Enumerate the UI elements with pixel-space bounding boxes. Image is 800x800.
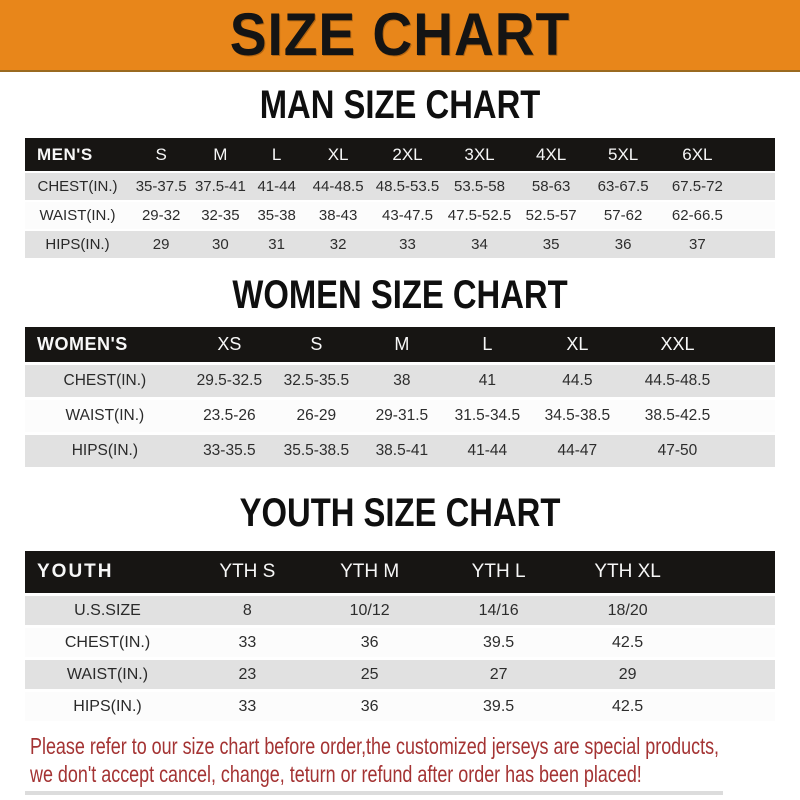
women-column-header: L <box>445 327 530 362</box>
youth-chest-row <box>25 628 775 657</box>
women-column-header: XXL <box>625 327 730 362</box>
cell-filler <box>692 692 775 721</box>
size-cell: 23.5-26 <box>185 400 274 432</box>
row-label: CHEST(IN.) <box>25 173 130 200</box>
youth-hips-row <box>25 692 775 721</box>
size-cell: 37.5-41 <box>192 173 248 200</box>
size-cell: 53.5-58 <box>443 173 515 200</box>
size-cell: 38.5-42.5 <box>625 400 730 432</box>
cell-filler <box>692 596 775 625</box>
row-label: WAIST(IN.) <box>25 202 130 229</box>
row-label: HIPS(IN.) <box>25 231 130 258</box>
men-table-label: MEN'S <box>25 138 130 171</box>
size-cell: 35-38 <box>249 202 305 229</box>
cell-filler <box>730 365 775 397</box>
size-cell: 8 <box>190 596 305 625</box>
header-filler <box>735 138 775 171</box>
youth-waist-row <box>25 660 775 689</box>
men-column-header: 2XL <box>371 138 443 171</box>
size-cell: 37 <box>659 231 735 258</box>
size-cell: 44-48.5 <box>305 173 372 200</box>
men-waist-row <box>25 202 775 229</box>
men-header-row <box>25 138 775 171</box>
women-hips-row <box>25 435 775 467</box>
women-size-table <box>25 324 775 470</box>
row-label: WAIST(IN.) <box>25 400 185 432</box>
cell-filler <box>735 173 775 200</box>
size-cell: 57-62 <box>587 202 660 229</box>
size-cell: 29 <box>130 231 192 258</box>
size-cell: 41-44 <box>445 435 530 467</box>
size-cell: 18/20 <box>563 596 693 625</box>
cell-filler <box>692 628 775 657</box>
size-cell: 29-31.5 <box>359 400 445 432</box>
size-cell: 47-50 <box>625 435 730 467</box>
youth-column-header: YTH XL <box>563 551 693 593</box>
size-cell: 36 <box>587 231 660 258</box>
size-cell: 44.5-48.5 <box>625 365 730 397</box>
row-label: HIPS(IN.) <box>25 435 185 467</box>
women-column-header: M <box>359 327 445 362</box>
size-cell: 36 <box>305 692 435 721</box>
size-cell: 43-47.5 <box>371 202 443 229</box>
women-section-heading: WOMEN SIZE CHART <box>232 273 568 317</box>
row-label: WAIST(IN.) <box>25 660 190 689</box>
cell-filler <box>730 400 775 432</box>
size-cell: 38.5-41 <box>359 435 445 467</box>
youth-column-header: YTH L <box>434 551 562 593</box>
size-cell: 67.5-72 <box>659 173 735 200</box>
footer-note <box>30 732 800 788</box>
size-cell: 32.5-35.5 <box>274 365 359 397</box>
youth-column-header: YTH S <box>190 551 305 593</box>
size-cell: 47.5-52.5 <box>443 202 515 229</box>
size-cell: 48.5-53.5 <box>371 173 443 200</box>
men-column-header: 5XL <box>587 138 660 171</box>
size-cell: 34 <box>443 231 515 258</box>
size-cell: 63-67.5 <box>587 173 660 200</box>
men-column-header: 4XL <box>515 138 586 171</box>
size-cell: 25 <box>305 660 435 689</box>
men-chest-row <box>25 173 775 200</box>
cell-filler <box>730 435 775 467</box>
size-cell: 52.5-57 <box>515 202 586 229</box>
size-cell: 31 <box>249 231 305 258</box>
women-column-header: S <box>274 327 359 362</box>
size-cell: 29.5-32.5 <box>185 365 274 397</box>
header-filler <box>730 327 775 362</box>
youth-header-row <box>25 551 775 593</box>
cell-filler <box>692 660 775 689</box>
size-cell: 42.5 <box>563 692 693 721</box>
size-cell: 39.5 <box>434 628 562 657</box>
size-cell: 32 <box>305 231 372 258</box>
size-cell: 42.5 <box>563 628 693 657</box>
women-table-label: WOMEN'S <box>25 327 185 362</box>
youth-size-table <box>25 548 775 724</box>
size-cell: 23 <box>190 660 305 689</box>
size-cell: 33 <box>190 692 305 721</box>
row-label: U.S.SIZE <box>25 596 190 625</box>
youth-section-heading: YOUTH SIZE CHART <box>239 491 561 535</box>
banner-title: SIZE CHART <box>229 1 571 68</box>
size-cell: 41 <box>445 365 530 397</box>
youth-table-label: YOUTH <box>25 551 190 593</box>
size-cell: 34.5-38.5 <box>530 400 625 432</box>
youth-column-header: YTH M <box>305 551 435 593</box>
size-cell: 35.5-38.5 <box>274 435 359 467</box>
size-cell: 33 <box>371 231 443 258</box>
youth-ussize-row <box>25 596 775 625</box>
size-cell: 27 <box>434 660 562 689</box>
cell-filler <box>735 202 775 229</box>
size-cell: 58-63 <box>515 173 586 200</box>
size-cell: 26-29 <box>274 400 359 432</box>
size-cell: 36 <box>305 628 435 657</box>
size-cell: 32-35 <box>192 202 248 229</box>
size-cell: 44-47 <box>530 435 625 467</box>
size-cell: 30 <box>192 231 248 258</box>
footer-line-2: we don't accept cancel, change, teturn or refund after order has been placed! <box>30 761 642 787</box>
size-cell: 62-66.5 <box>659 202 735 229</box>
cell-filler <box>735 231 775 258</box>
women-header-row <box>25 327 775 362</box>
men-size-table <box>25 136 775 260</box>
women-waist-row <box>25 400 775 432</box>
size-cell: 41-44 <box>249 173 305 200</box>
row-label: HIPS(IN.) <box>25 692 190 721</box>
women-column-header: XL <box>530 327 625 362</box>
men-column-header: L <box>249 138 305 171</box>
size-cell: 31.5-34.5 <box>445 400 530 432</box>
size-cell: 29-32 <box>130 202 192 229</box>
women-chest-row <box>25 365 775 397</box>
size-cell: 35 <box>515 231 586 258</box>
size-cell: 38 <box>359 365 445 397</box>
banner <box>0 0 800 72</box>
header-filler <box>692 551 775 593</box>
size-cell: 35-37.5 <box>130 173 192 200</box>
women-column-header: XS <box>185 327 274 362</box>
men-hips-row <box>25 231 775 258</box>
men-column-header: S <box>130 138 192 171</box>
size-cell: 38-43 <box>305 202 372 229</box>
men-column-header: 6XL <box>659 138 735 171</box>
size-cell: 44.5 <box>530 365 625 397</box>
size-cell: 33 <box>190 628 305 657</box>
size-cell: 33-35.5 <box>185 435 274 467</box>
row-label: CHEST(IN.) <box>25 365 185 397</box>
bottom-strip <box>25 791 723 795</box>
row-label: CHEST(IN.) <box>25 628 190 657</box>
size-cell: 39.5 <box>434 692 562 721</box>
men-column-header: XL <box>305 138 372 171</box>
size-cell: 10/12 <box>305 596 435 625</box>
footer-line-1: Please refer to our size chart before order,the customized jerseys are special products, <box>30 733 720 759</box>
men-column-header: 3XL <box>443 138 515 171</box>
men-section-heading: MAN SIZE CHART <box>259 83 541 127</box>
size-cell: 14/16 <box>434 596 562 625</box>
size-cell: 29 <box>563 660 693 689</box>
men-column-header: M <box>192 138 248 171</box>
